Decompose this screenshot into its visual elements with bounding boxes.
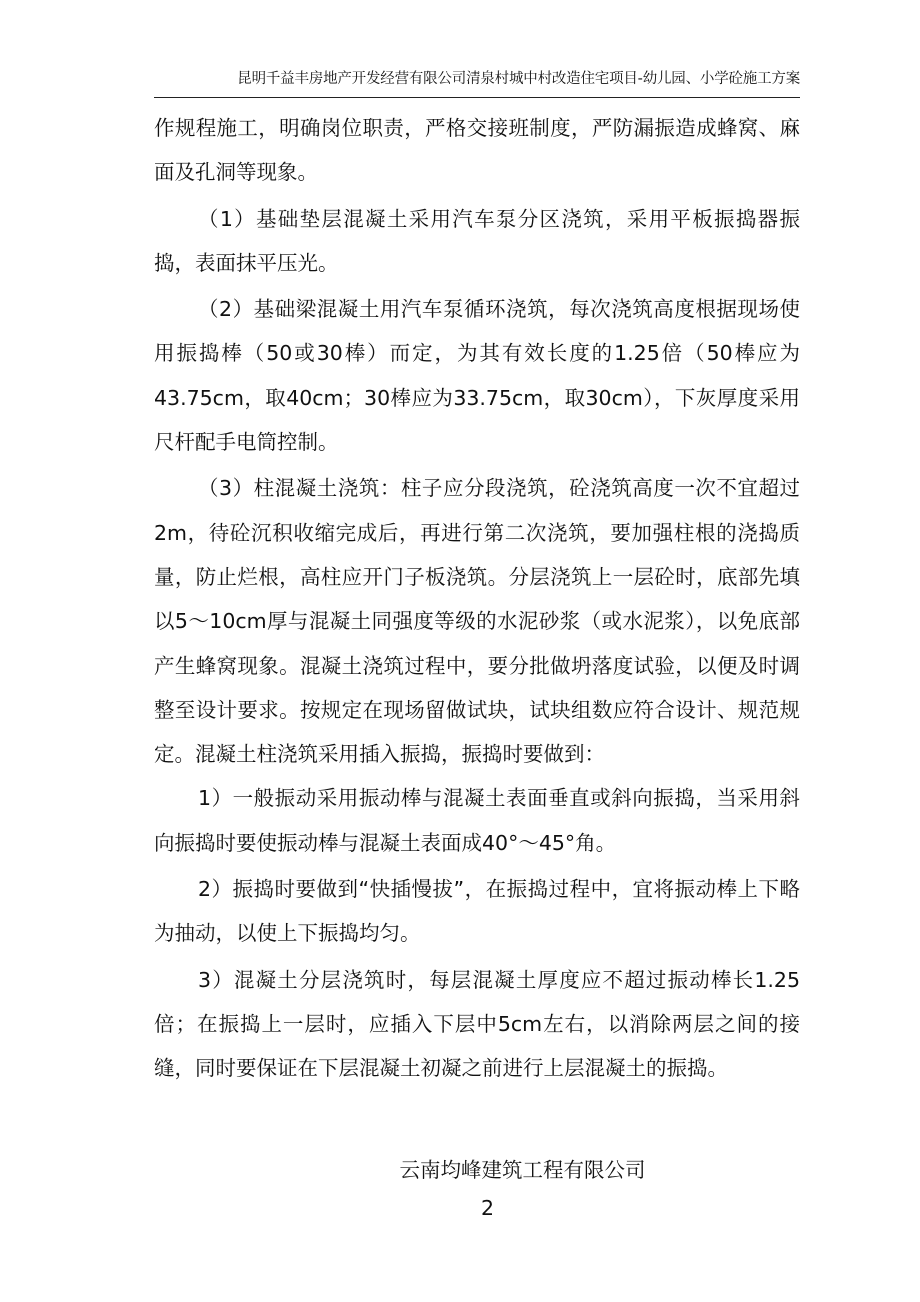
page-number: 2 [480, 1196, 495, 1220]
paragraph-continuation: 作规程施工，明确岗位职责，严格交接班制度，严防漏振造成蜂窝、麻面及孔洞等现象。 [154, 116, 800, 185]
page-header: 昆明千益丰房地产开发经营有限公司清泉村城中村改造住宅项目-幼儿园、小学砼施工方案 [154, 62, 800, 98]
paragraph-sub-3: 3）混凝土分层浇筑时，每层混凝土厚度应不超过振动棒长1.25倍；在振捣上一层时，应插入下层中5cm左右，以消除两层之间的接缝，同时要保证在下层混凝土初凝之前进行上层混凝土的振捣。 [154, 967, 800, 1081]
paragraph-sub-2: 2）振捣时要做到“快插慢拔”，在振捣过程中，宜将振动棒上下略为抽动，以使上下振捣均匀。 [154, 877, 800, 946]
paragraph-item-1: （1）基础垫层混凝土采用汽车泵分区浇筑，采用平板振捣器振捣，表面抹平压光。 [154, 206, 800, 275]
company-name: 云南均峰建筑工程有限公司 [399, 1158, 646, 1182]
document-body [154, 106, 800, 1091]
paragraph-sub-1: 1）一般振动采用振动棒与混凝土表面垂直或斜向振捣，当采用斜向振捣时要使振动棒与混凝土表面成40°～45°角。 [154, 786, 800, 855]
paragraph-item-3: （3）柱混凝土浇筑：柱子应分段浇筑，砼浇筑高度一次不宜超过2m，待砼沉积收缩完成后，再进行第二次浇筑，要加强柱根的浇捣质量，防止烂根，高柱应开门子板浇筑。分层浇筑上一层砼时，底部先填以5～10cm厚与混凝土同强度等级的水泥砂浆（或水泥浆），以免底部产生蜂窝现象。混凝土浇筑过程中，要分批做坍落度试验，以便及时调整至设计要求。按规定在现场留做试块，试块组数应符合设计、规范规定。混凝土柱浇筑采用插入振捣，振捣时要做到： [154, 476, 800, 767]
paragraph-item-2: （2）基础梁混凝土用汽车泵循环浇筑，每次浇筑高度根据现场使用振捣棒（50或30棒）而定，为其有效长度的1.25倍（50棒应为43.75cm，取40cm；30棒应为33.75cm，取30cm），下灰厚度采用尺杆配手电筒控制。 [154, 297, 800, 455]
